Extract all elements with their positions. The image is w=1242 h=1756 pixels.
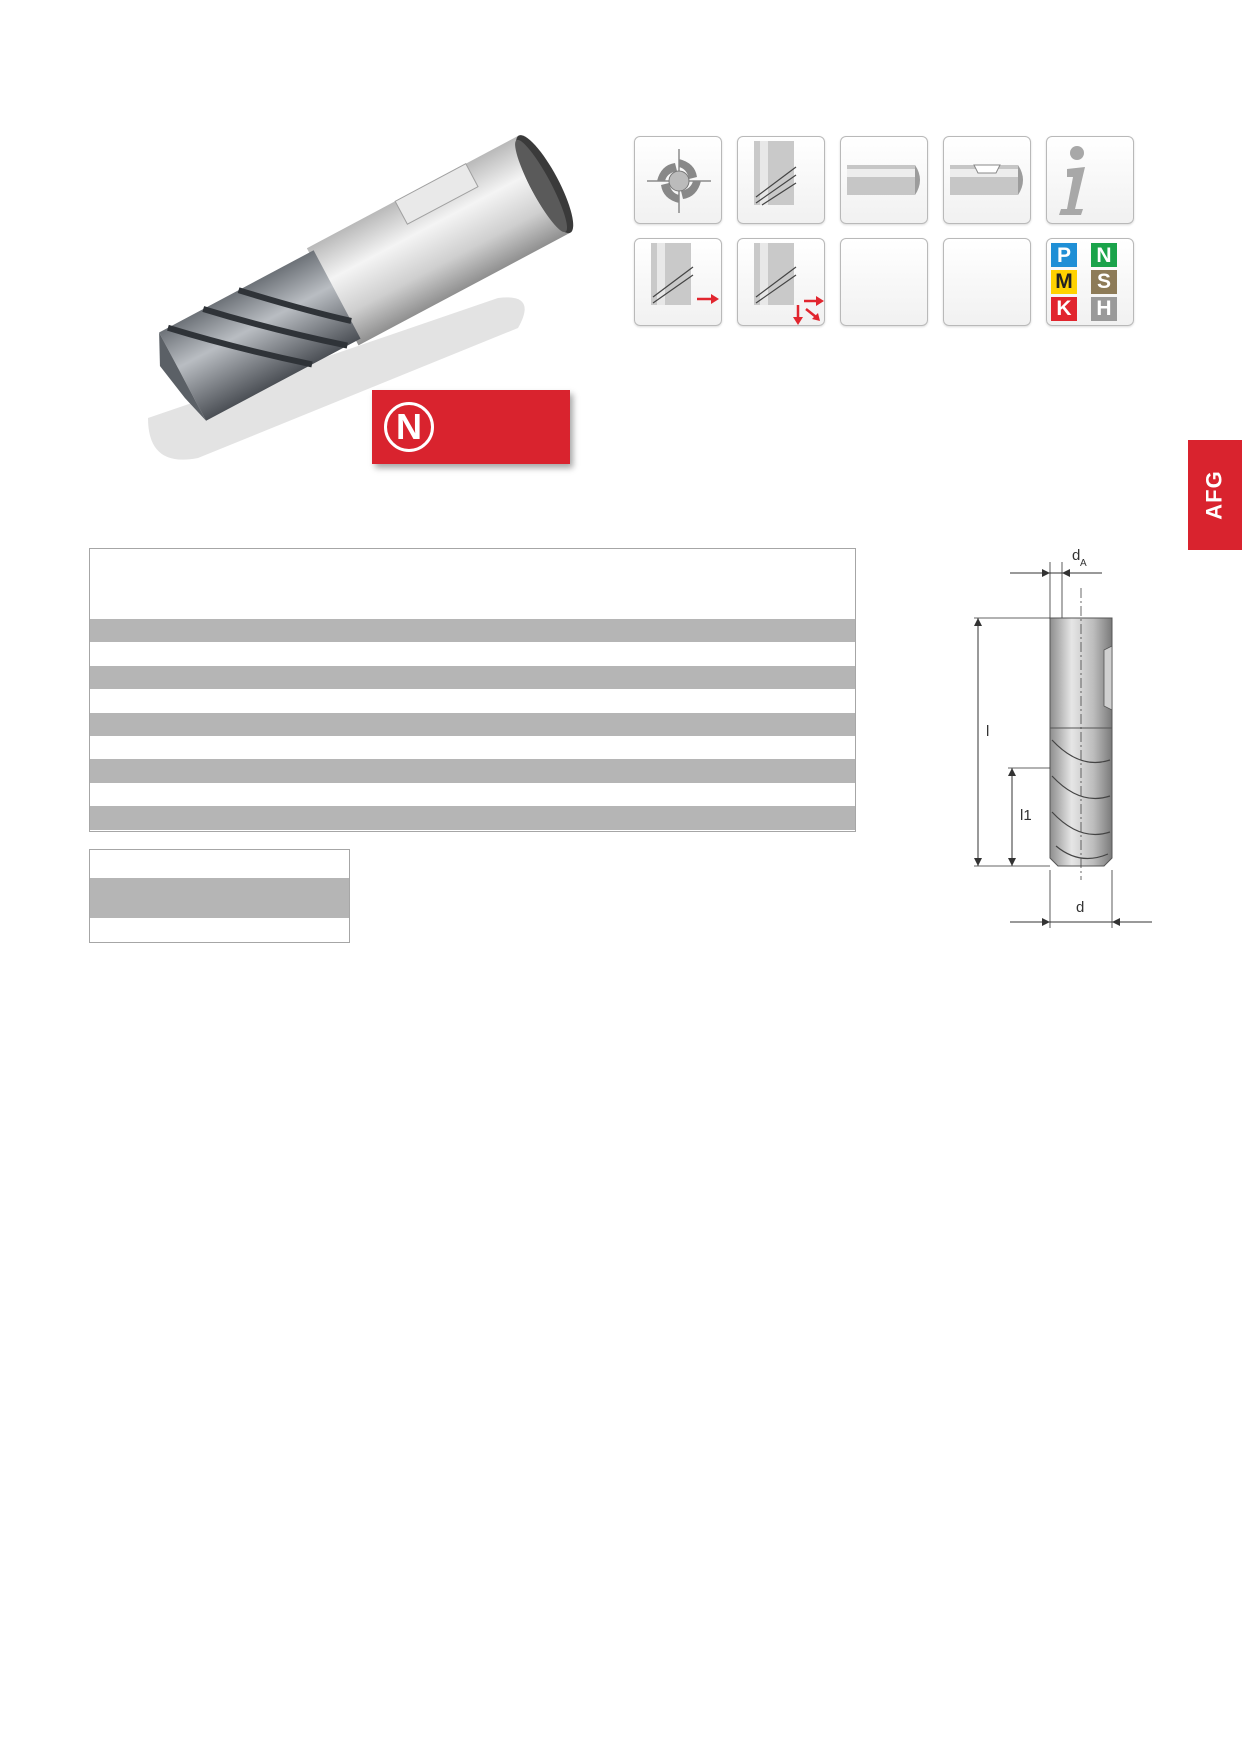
category-badge: [372, 390, 570, 464]
product-photo: [118, 128, 590, 488]
plain-shank-icon: [840, 136, 928, 224]
table-row: [90, 736, 855, 759]
table-row: [90, 878, 349, 918]
spec-table: [89, 548, 856, 832]
table-row: [90, 806, 855, 829]
cutting-diameter-label: d: [1076, 899, 1085, 916]
secondary-table: [89, 849, 350, 943]
table-row: [90, 850, 349, 878]
end-mill-drawing: [960, 540, 1160, 940]
table-row: [90, 642, 855, 665]
table-row: [90, 918, 349, 946]
blank-icon: [840, 238, 928, 326]
overall-length-label: l: [986, 723, 990, 740]
table-row: [90, 666, 855, 689]
multi-direction-milling-icon: [737, 238, 825, 326]
technical-drawing: [960, 540, 1160, 940]
material-h-badge: H: [1091, 296, 1129, 321]
table-row: [90, 619, 855, 642]
table-header: [90, 549, 855, 619]
section-tab[interactable]: [1188, 440, 1242, 550]
table-row: [90, 783, 855, 806]
material-s-badge: S: [1091, 270, 1129, 295]
material-m-badge: M: [1051, 270, 1089, 295]
info-icon: [1046, 136, 1134, 224]
blank-icon: [943, 238, 1031, 326]
flute-length-label: l1: [1020, 807, 1032, 824]
table-row: [90, 689, 855, 712]
material-n-badge: N: [1091, 243, 1129, 268]
weldon-shank-icon: [943, 136, 1031, 224]
material-k-badge: K: [1051, 296, 1089, 321]
material-p-badge: P: [1051, 243, 1089, 268]
right-hand-helix-icon: [737, 136, 825, 224]
four-flute-cross-section-icon: [634, 136, 722, 224]
shank-diameter-label: d: [1072, 547, 1081, 564]
side-milling-icon: [634, 238, 722, 326]
n-symbol-icon: N: [384, 402, 434, 452]
table-row: [90, 759, 855, 782]
section-tab-label: AFG: [1201, 470, 1227, 520]
material-groups-icon: [1046, 238, 1134, 326]
shank-diameter-subscript: A: [1080, 558, 1087, 569]
table-row: [90, 713, 855, 736]
